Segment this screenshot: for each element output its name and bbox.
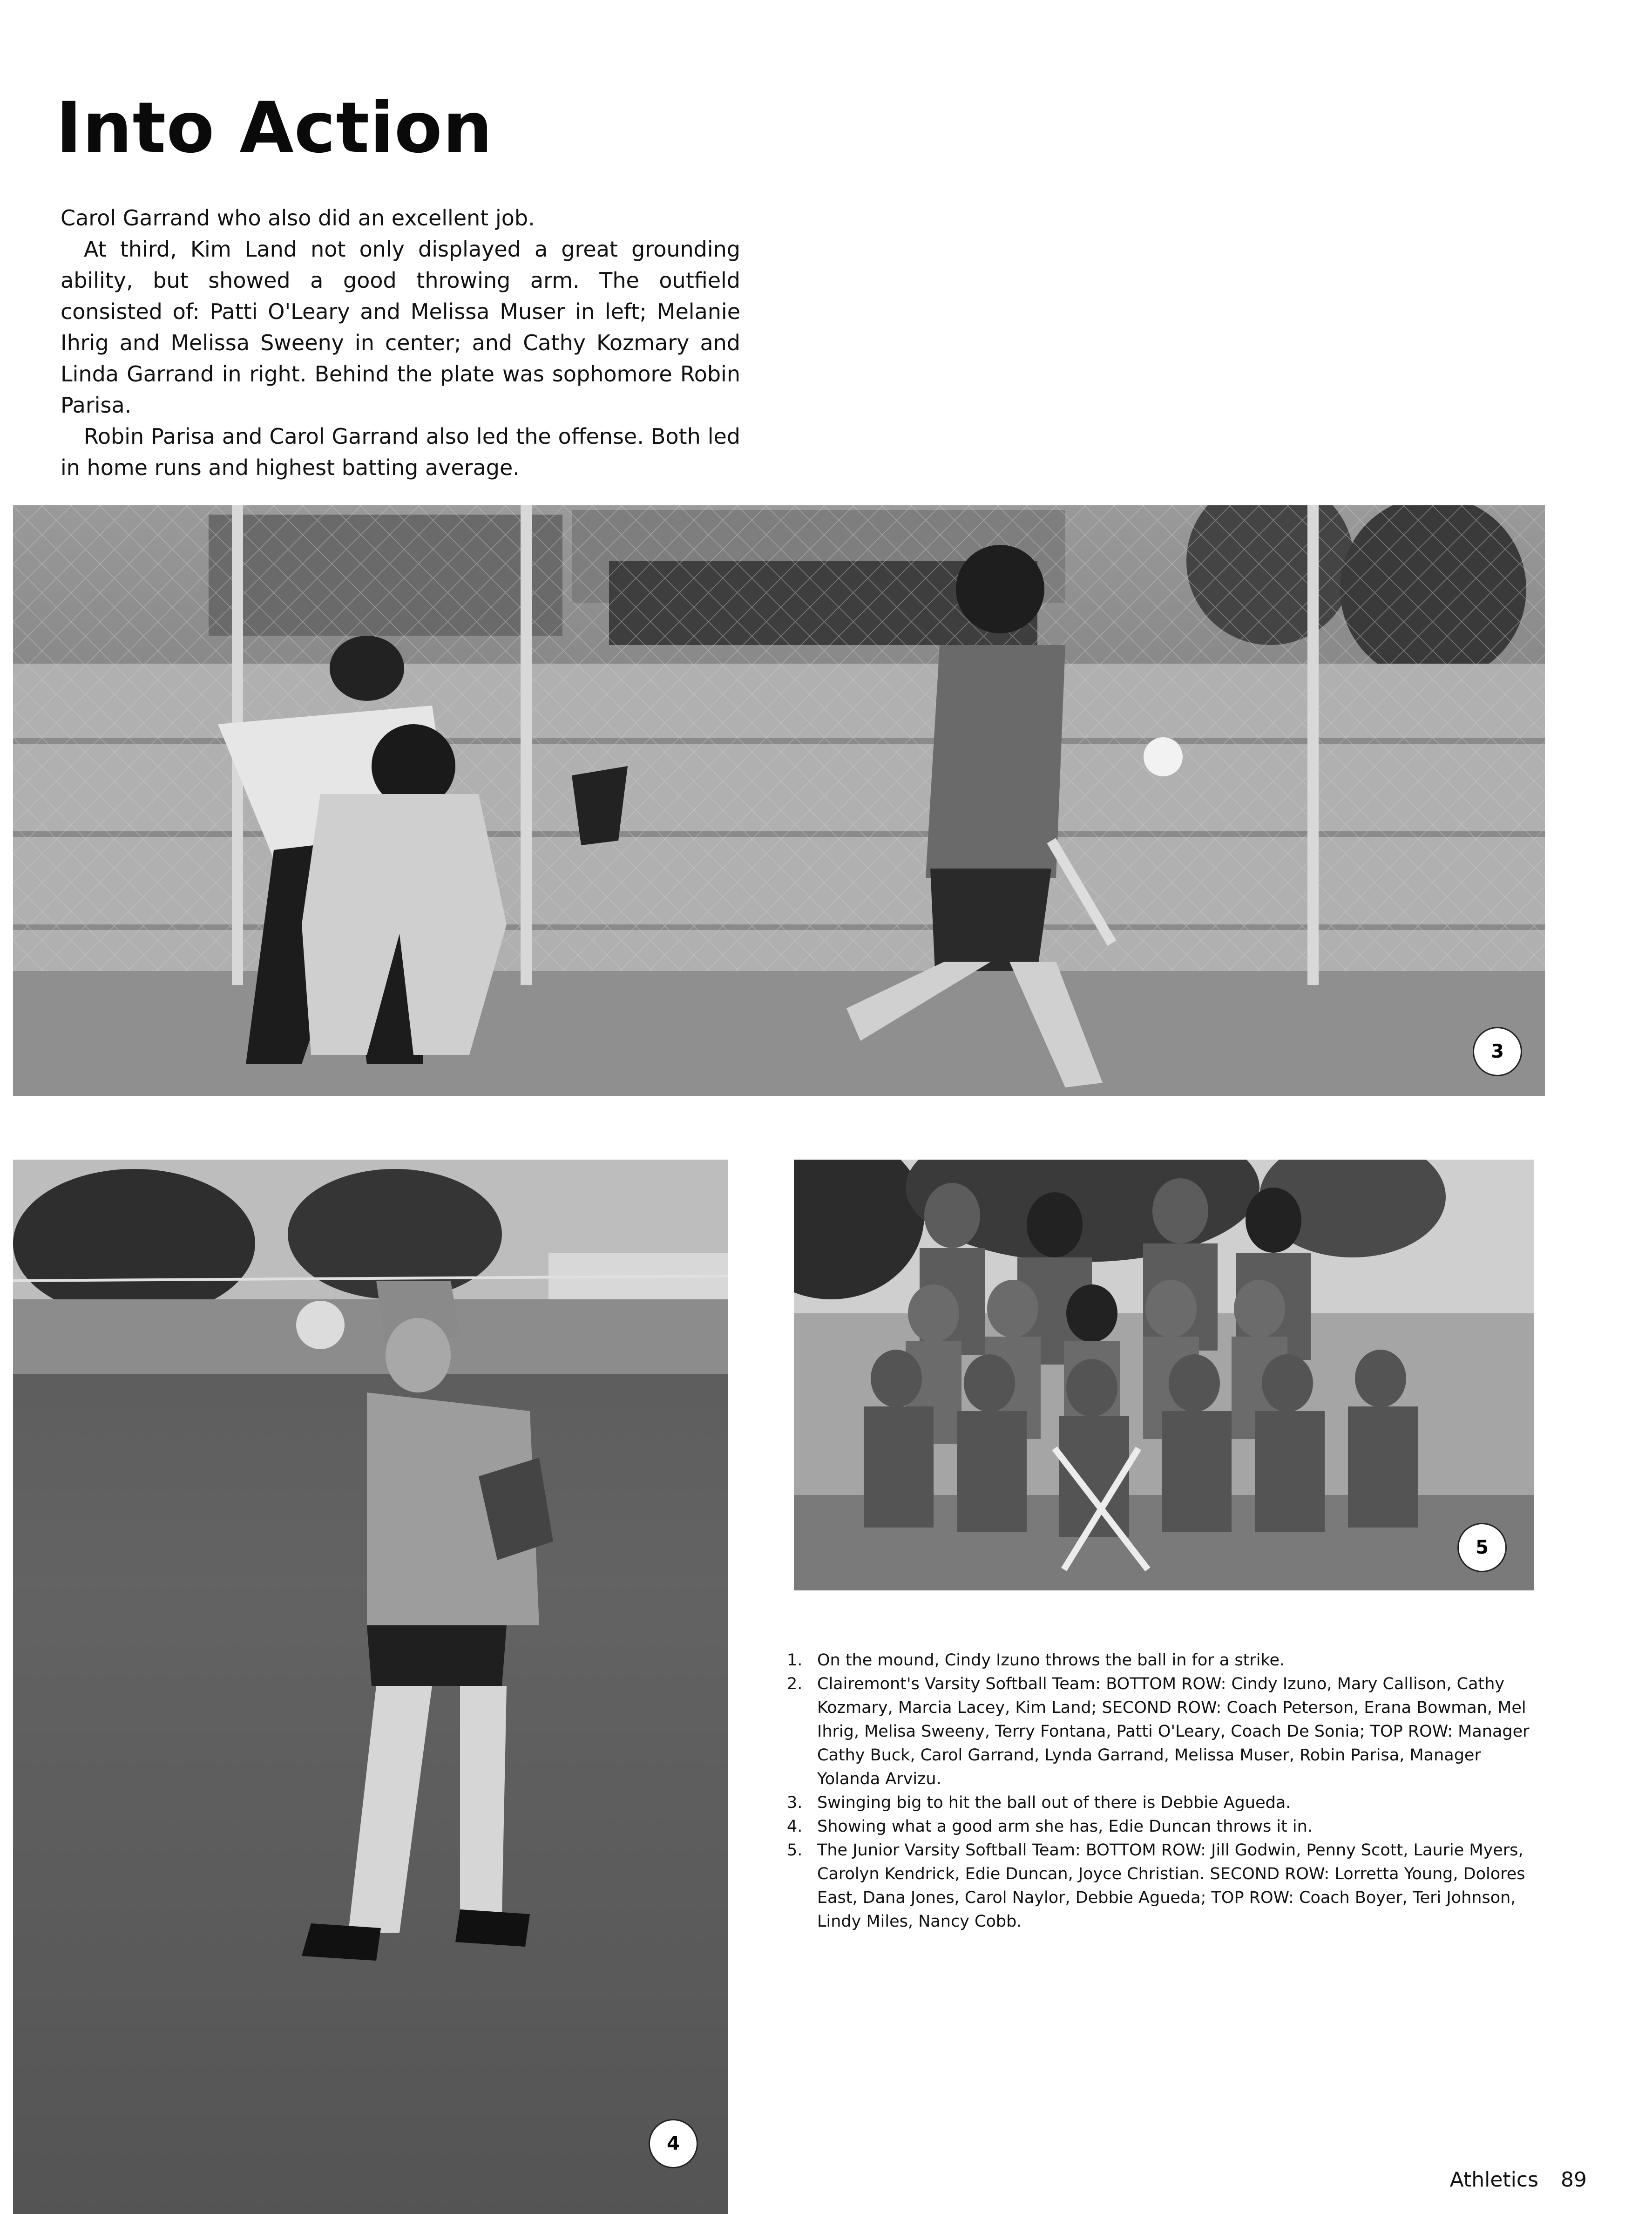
- caption-item: [787, 1839, 1532, 1934]
- body-text: [61, 203, 740, 483]
- caption-text: The Junior Varsity Softball Team: BOTTOM ROW: Jill Godwin, Penny Scott, Laurie Myers, Carolyn Kendrick, Edie Duncan, Joyce Christian. SECOND ROW: Lorretta Young, Dolores East, Dana Jones, Carol Naylor, Debbie Agueda; TOP ROW: Coach Boyer, Teri Johnson, Lindy Miles, Nancy Cobb.: [817, 1841, 1525, 1931]
- team-photo: [794, 1160, 1534, 1590]
- photo-number-badge: 4: [649, 2119, 698, 2168]
- caption-item: [787, 1815, 1532, 1839]
- body-paragraph: At third, Kim Land not only displayed a great grounding ability, but showed a good throwing arm. The outfield consisted of: Patti O'Leary and Melissa Muser in left; Melanie Ihrig and Melissa Sweeny in center; and Cathy Kozmary and Linda Garrand in right. Behind the plate was sophomore Robin Parisa.: [61, 237, 740, 418]
- caption-item: [787, 1791, 1532, 1815]
- caption-number: 1.: [787, 1651, 803, 1670]
- body-paragraph: Robin Parisa and Carol Garrand also led the offense. Both led in home runs and highest batting average.: [61, 424, 740, 480]
- team-photo-image: [794, 1160, 1534, 1590]
- caption-text: Swinging big to hit the ball out of there is Debbie Agueda.: [817, 1793, 1291, 1812]
- page-title: Into Action: [56, 88, 493, 169]
- caption-number: 2.: [787, 1675, 803, 1693]
- caption-number: 3.: [787, 1793, 803, 1812]
- page-footer: [1450, 2168, 1587, 2192]
- caption-text: Showing what a good arm she has, Edie Duncan throws it in.: [817, 1817, 1313, 1836]
- body-paragraph: Carol Garrand who also did an excellent job.: [61, 205, 535, 231]
- page-number: 89: [1561, 2168, 1587, 2192]
- batter-photo: [13, 505, 1545, 1096]
- caption-number: 4.: [787, 1817, 803, 1836]
- pitcher-photo-image: [13, 1160, 728, 2214]
- photo-number-badge: 5: [1457, 1523, 1507, 1572]
- caption-item: [787, 1649, 1532, 1672]
- caption-text: On the mound, Cindy Izuno throws the ball in for a strike.: [817, 1651, 1285, 1670]
- batter-photo-image: [13, 505, 1545, 1096]
- photo-captions: [787, 1649, 1532, 1934]
- pitcher-photo: [13, 1160, 728, 2214]
- caption-number: 5.: [787, 1841, 803, 1860]
- caption-item: [787, 1672, 1532, 1791]
- caption-text: Clairemont's Varsity Softball Team: BOTTOM ROW: Cindy Izuno, Mary Callison, Cathy Kozmary, Marcia Lacey, Kim Land; SECOND ROW: Coach Peterson, Erana Bowman, Mel Ihrig, Melisa Sweeny, Terry Fontana, Patti O'Leary, Coach De Sonia; TOP ROW: Manager Cathy Buck, Carol Garrand, Lynda Garrand, Melissa Muser, Robin Parisa, Manager Yolanda Arvizu.: [817, 1675, 1530, 1788]
- section-name: Athletics: [1449, 2168, 1538, 2192]
- photo-number-badge: 3: [1473, 1027, 1522, 1076]
